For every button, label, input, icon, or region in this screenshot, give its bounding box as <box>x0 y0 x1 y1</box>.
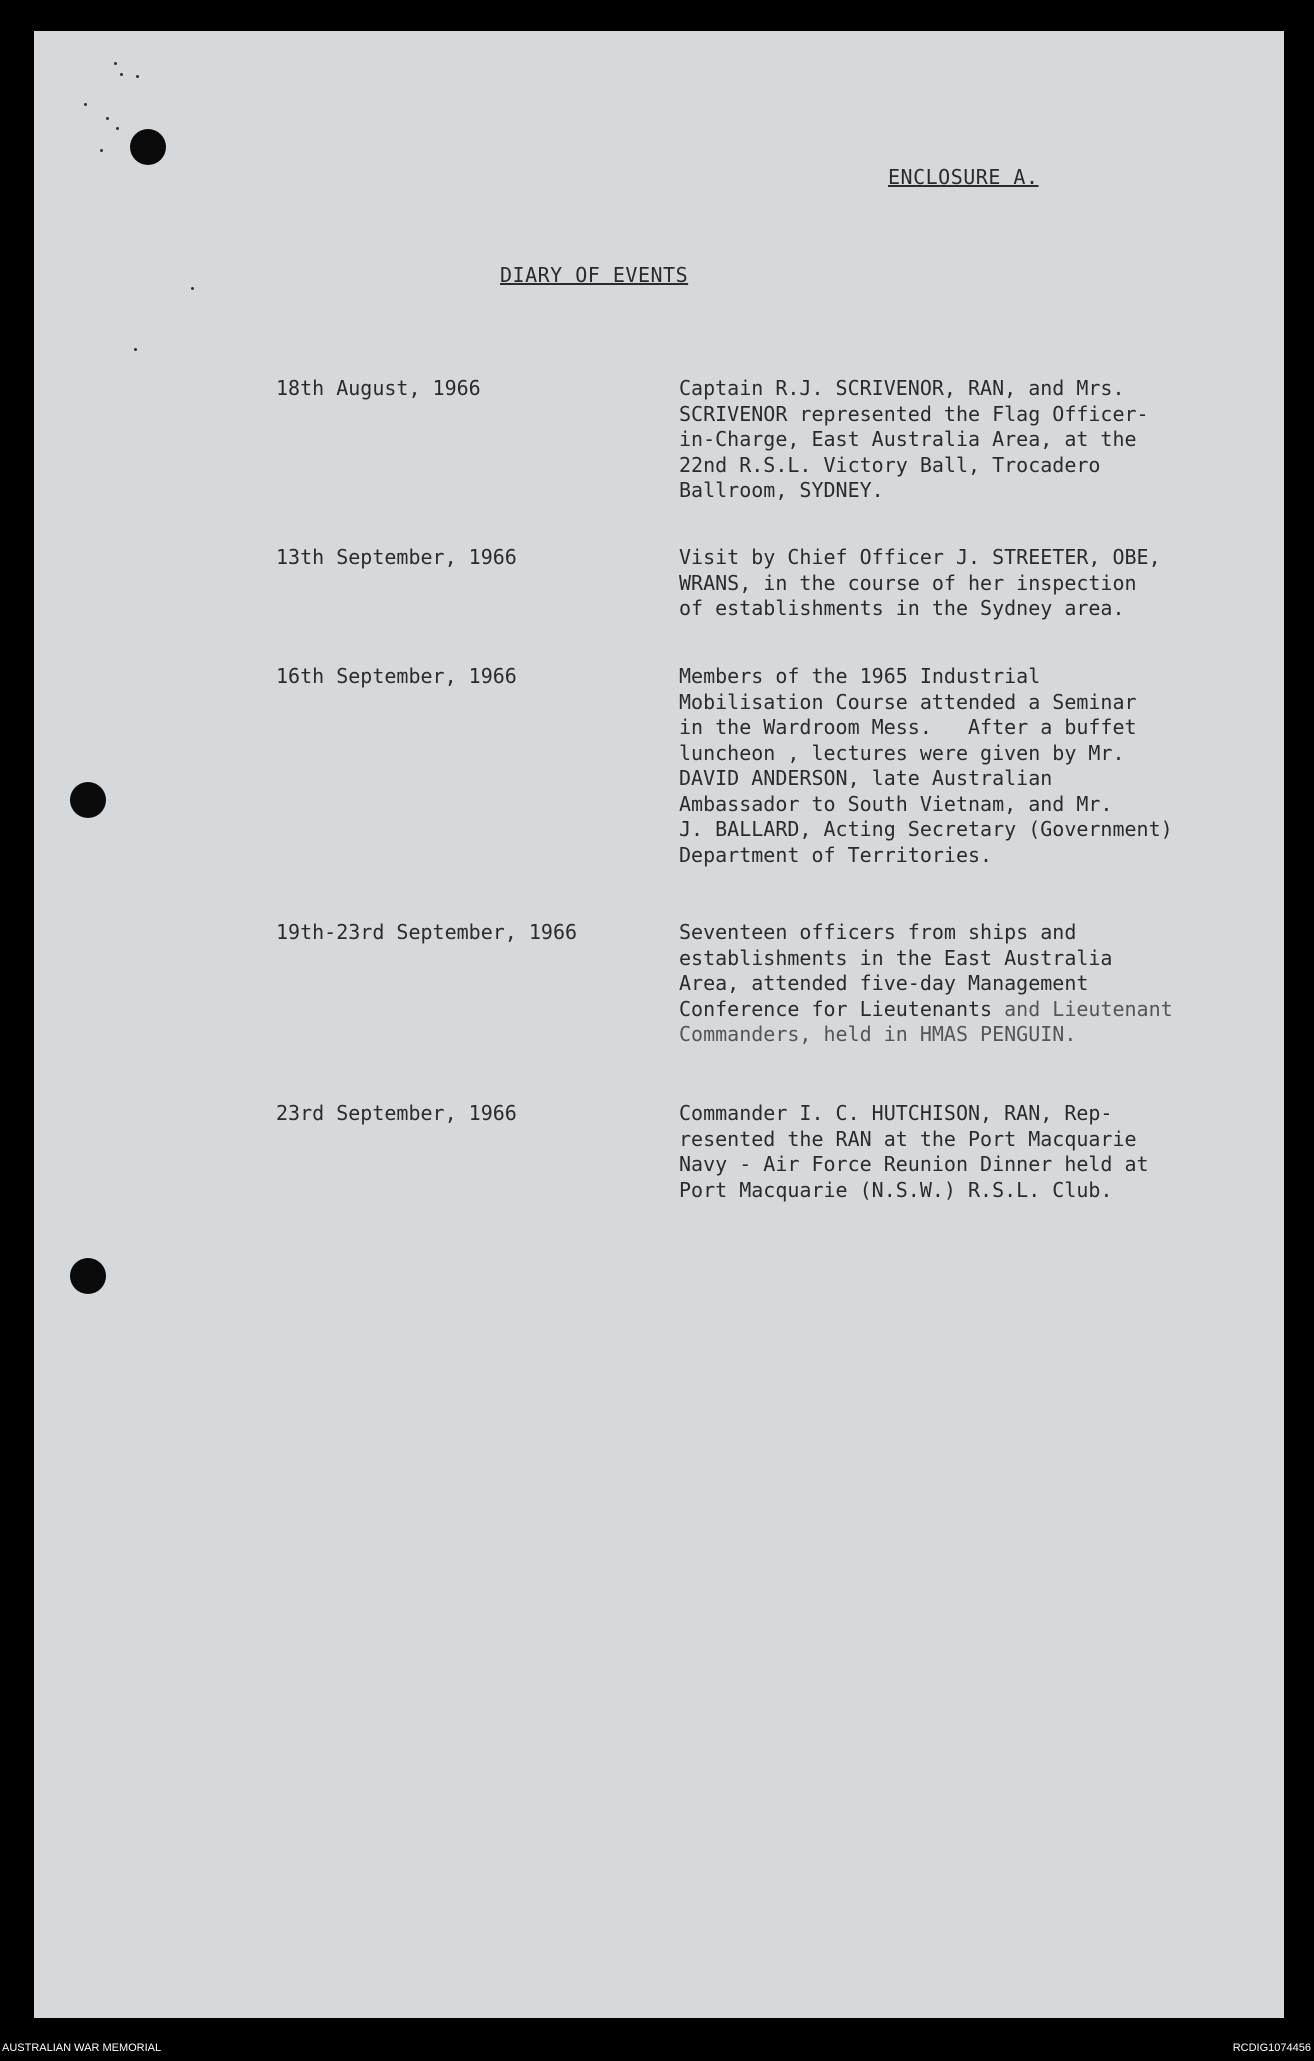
document-title: DIARY OF EVENTS <box>500 263 689 287</box>
entry-date: 16th September, 1966 <box>276 664 517 688</box>
entry-date: 18th August, 1966 <box>276 376 481 400</box>
entry-text: Visit by Chief Officer J. STREETER, OBE, WRANS, in the course of her inspection of establishments in the Sydney area. <box>679 545 1161 620</box>
footer-record-id: RCDIG1074456 <box>1232 2042 1311 2054</box>
paper-speck <box>136 75 139 78</box>
paper-speck <box>116 127 119 130</box>
entry-date: 19th-23rd September, 1966 <box>276 920 578 944</box>
enclosure-heading: ENCLOSURE A. <box>888 165 1039 189</box>
paper-speck <box>114 62 117 65</box>
paper-speck <box>100 149 103 152</box>
footer-archive-name: AUSTRALIAN WAR MEMORIAL <box>2 2042 162 2054</box>
paper-speck <box>134 348 137 351</box>
entry-date: 23rd September, 1966 <box>276 1101 517 1125</box>
entry-text-main: Seventeen officers from ships and establishments in the East Australia Area, attended five-day Management Conference for Lieutenants <box>679 920 1113 1021</box>
entry-text: Members of the 1965 Industrial Mobilisation Course attended a Seminar in the Wardroom Mess. After a buffet luncheon , lectures were given by Mr. DAVID ANDERSON, late Australian Ambassador to South Vietnam, and Mr. J. BALLARD, Acting Secretary (Government) Department of Territories. <box>679 664 1173 867</box>
paper-speck <box>120 73 123 76</box>
punch-hole <box>70 782 106 818</box>
paper-speck <box>106 117 109 120</box>
document-page <box>34 31 1284 2018</box>
punch-hole <box>70 1258 106 1294</box>
punch-hole <box>130 129 166 165</box>
entry-text: Captain R.J. SCRIVENOR, RAN, and Mrs. SCRIVENOR represented the Flag Officer- in-Charge, East Australia Area, at the 22nd R.S.L. Victory Ball, Trocadero Ballroom, SYDNEY. <box>679 376 1149 502</box>
entry-text-faded: and Lieutenant Commanders, held in HMAS PENGUIN. <box>679 996 1173 1046</box>
paper-speck <box>84 103 87 106</box>
entry-date: 13th September, 1966 <box>276 545 517 569</box>
entry-text <box>679 920 1173 1048</box>
entry-text: Commander I. C. HUTCHISON, RAN, Rep- resented the RAN at the Port Macquarie Navy - Air Force Reunion Dinner held at Port Macquarie (N.S.W.) R.S.L. Club. <box>679 1101 1149 1202</box>
paper-speck <box>191 287 194 290</box>
